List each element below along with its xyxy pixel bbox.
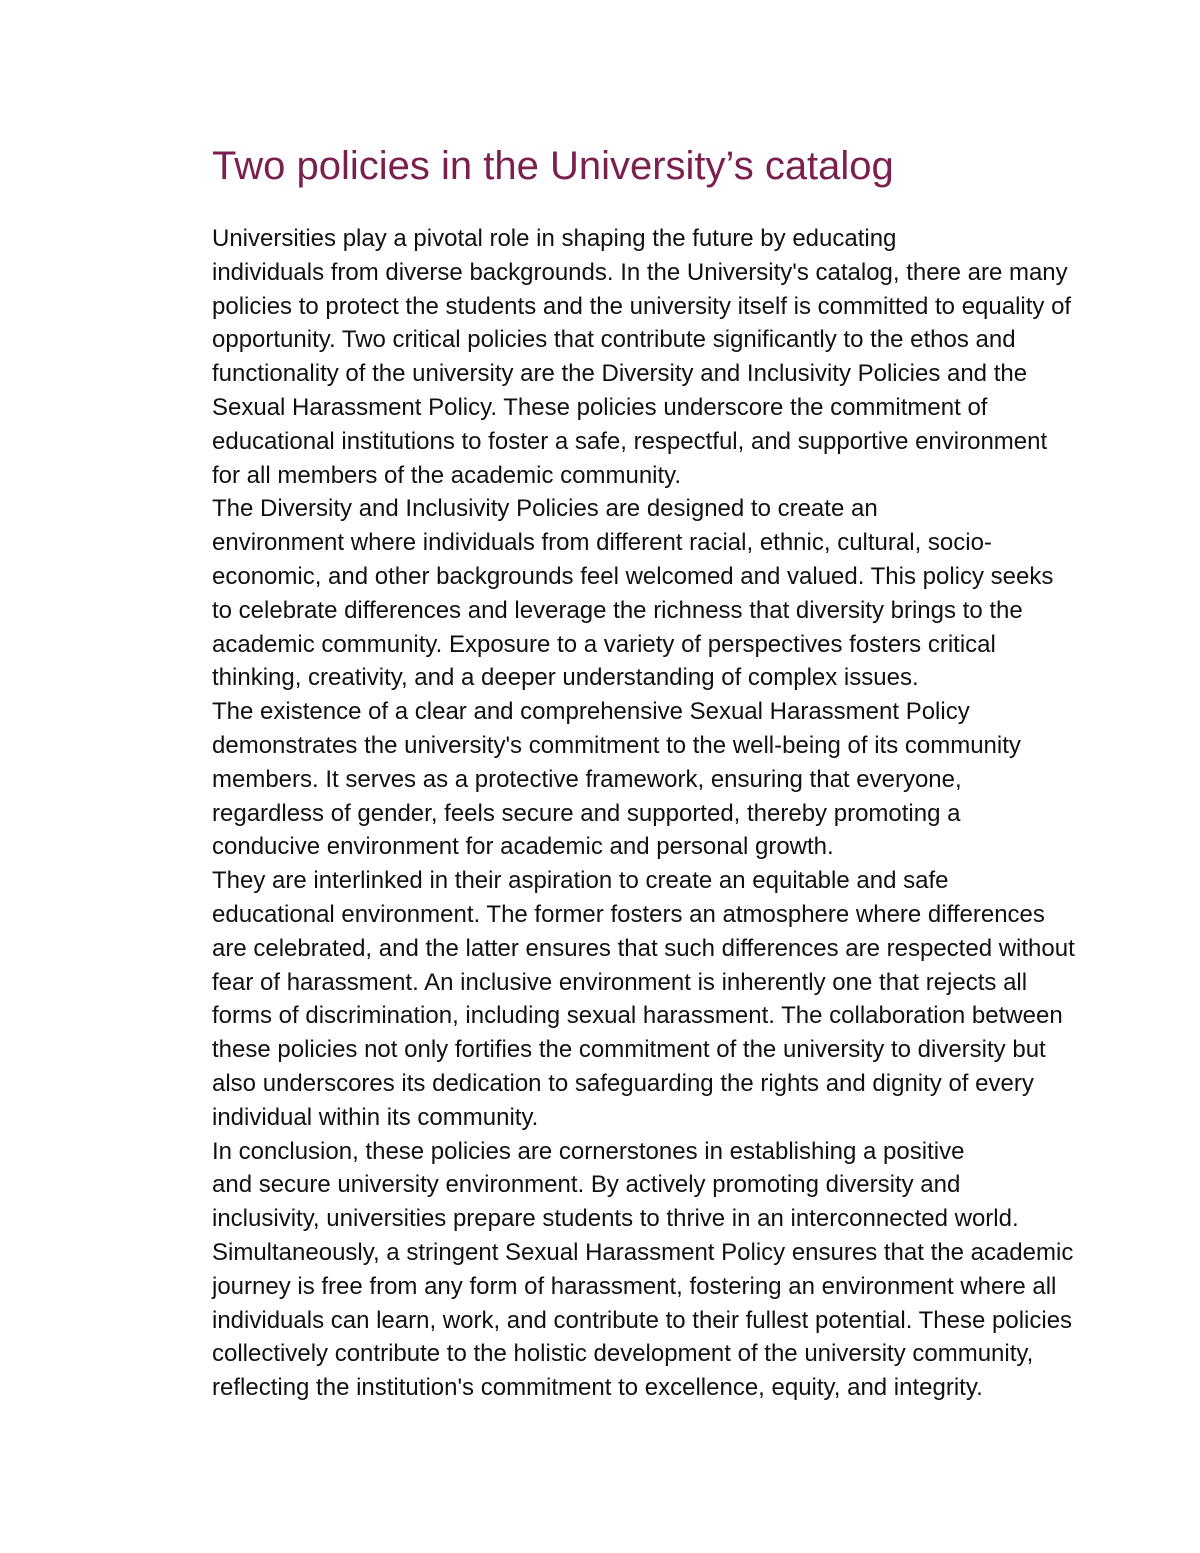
text-line: and secure university environment. By actively promoting diversity and [212, 1171, 961, 1199]
text-line: are celebrated, and the latter ensures that such differences are respected without [212, 934, 1075, 962]
text-line: for all members of the academic community. [212, 461, 682, 489]
text-line: these policies not only fortifies the commitment of the university to diversity but [212, 1036, 1046, 1064]
text-line: The Diversity and Inclusivity Policies are designed to create an [212, 495, 878, 523]
text-line: environment where individuals from different racial, ethnic, cultural, socio- [212, 529, 992, 557]
text-line: academic community. Exposure to a variety of perspectives fosters critical [212, 630, 996, 658]
paragraph-diversity-policy [141, 492, 1066, 695]
text-line: fear of harassment. An inclusive environment is inherently one that rejects all [212, 968, 1028, 996]
text-line: also underscores its dedication to safeguarding the rights and dignity of every [212, 1069, 1034, 1097]
paragraph-interlinked [141, 864, 1075, 1134]
paragraph-conclusion [141, 1135, 1074, 1405]
text-line: In conclusion, these policies are cornerstones in establishing a positive [212, 1137, 965, 1165]
text-line: The existence of a clear and comprehensive Sexual Harassment Policy [212, 698, 970, 726]
document-title: Two policies in the University’s catalog [212, 144, 894, 188]
text-line: opportunity. Two critical policies that contribute significantly to the ethos and [212, 326, 1016, 354]
text-line: educational environment. The former fosters an atmosphere where differences [212, 900, 1045, 928]
text-line: educational institutions to foster a safe, respectful, and supportive environment [212, 427, 1048, 455]
text-line: conducive environment for academic and personal growth. [212, 833, 834, 861]
text-line: thinking, creativity, and a deeper understanding of complex issues. [212, 664, 919, 692]
text-line: regardless of gender, feels secure and supported, thereby promoting a [212, 799, 961, 827]
paragraph-intro [141, 222, 1072, 492]
document-body [141, 222, 1075, 1405]
text-line: inclusivity, universities prepare students to thrive in an interconnected world. [212, 1205, 1019, 1233]
paragraph-harassment-policy [141, 695, 1066, 864]
text-line: Simultaneously, a stringent Sexual Harassment Policy ensures that the academic [212, 1238, 1074, 1266]
text-line: individuals can learn, work, and contribute to their fullest potential. These policies [212, 1306, 1073, 1334]
text-line: individuals from diverse backgrounds. In the University's catalog, there are many [212, 258, 1068, 286]
text-line: reflecting the institution's commitment to excellence, equity, and integrity. [212, 1374, 983, 1402]
text-line: demonstrates the university's commitment to the well-being of its community [212, 731, 1021, 759]
text-line: functionality of the university are the Diversity and Inclusivity Policies and the [212, 360, 1028, 388]
text-line: Sexual Harassment Policy. These policies underscore the commitment of [212, 393, 988, 421]
text-line: Universities play a pivotal role in shaping the future by educating [212, 225, 897, 252]
text-line: They are interlinked in their aspiration to create an equitable and safe [212, 867, 949, 895]
text-line: policies to protect the students and the university itself is committed to equality of [212, 292, 1072, 320]
text-line: collectively contribute to the holistic development of the university community, [212, 1340, 1034, 1368]
text-line: forms of discrimination, including sexual harassment. The collaboration between [212, 1002, 1063, 1030]
text-line: to celebrate differences and leverage the richness that diversity brings to the [212, 596, 1023, 624]
text-line: individual within its community. [212, 1103, 539, 1131]
text-line: members. It serves as a protective framework, ensuring that everyone, [212, 765, 962, 793]
text-line: economic, and other backgrounds feel welcomed and valued. This policy seeks [212, 562, 1054, 590]
text-line: journey is free from any form of harassment, fostering an environment where all [212, 1272, 1057, 1300]
